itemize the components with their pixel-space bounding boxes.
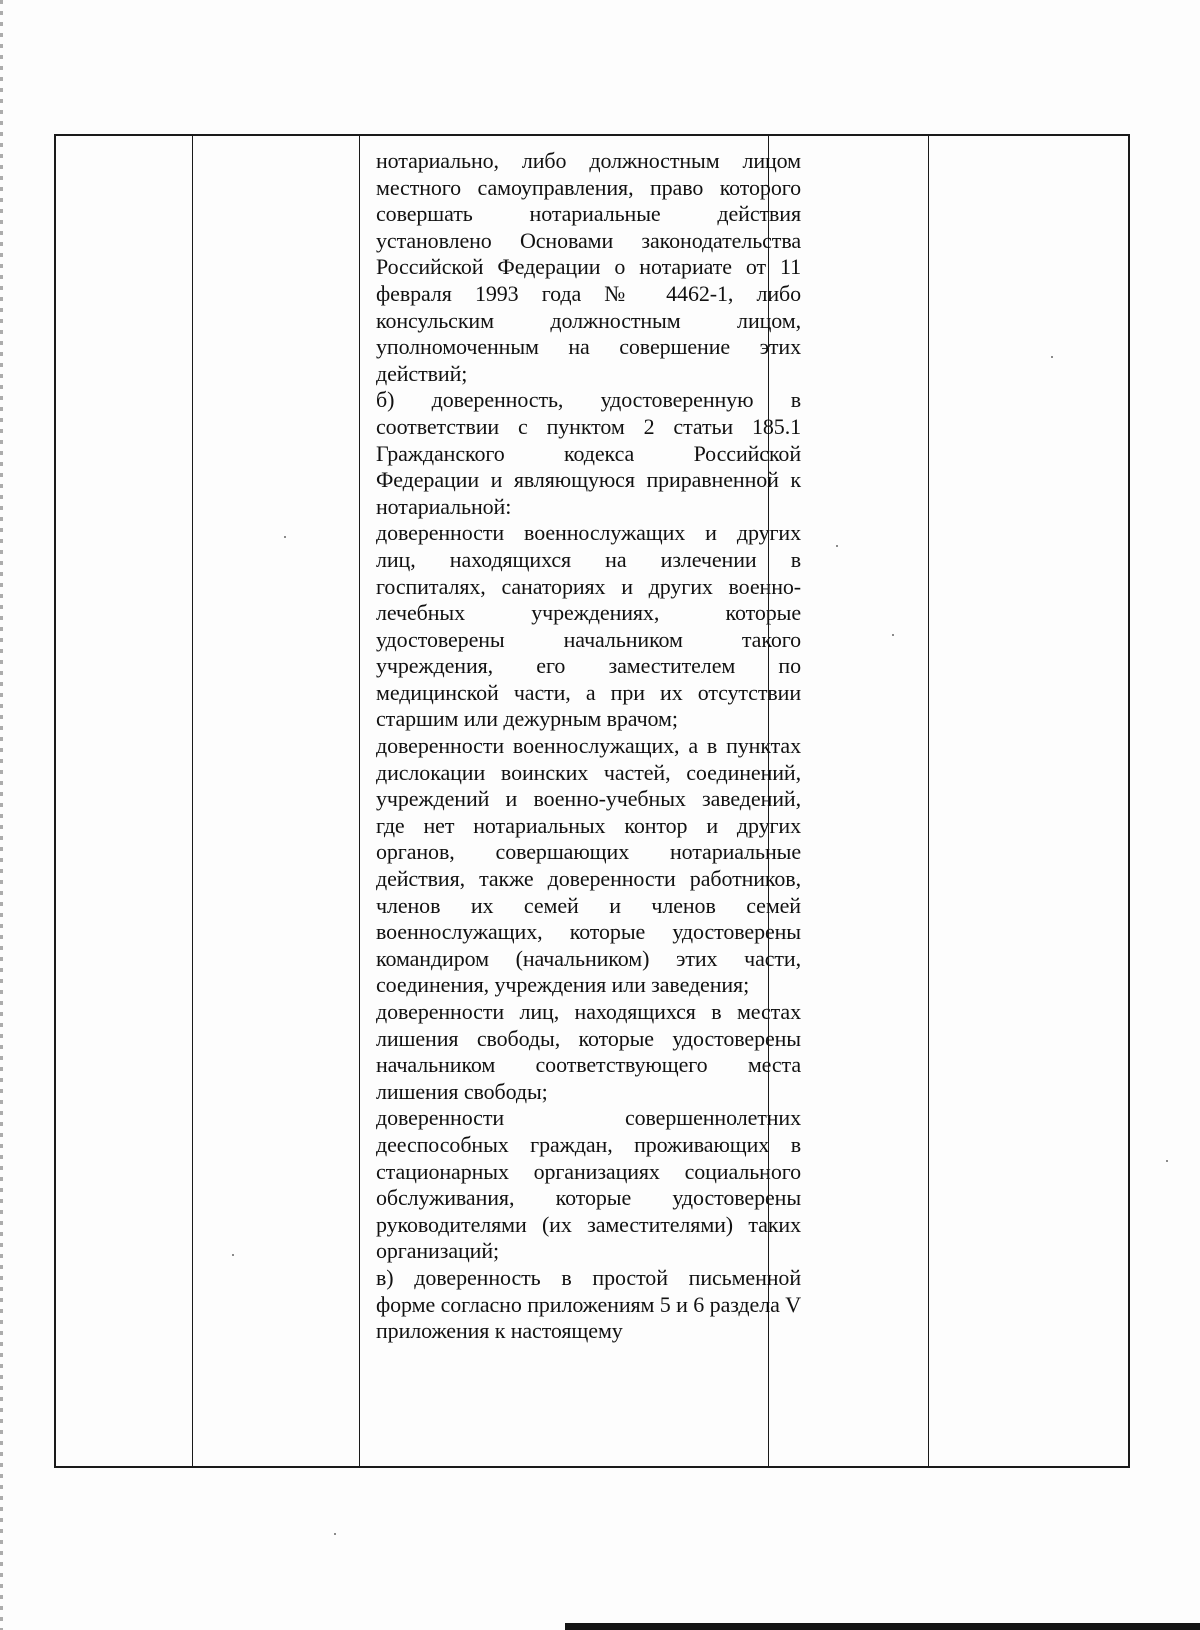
scan-speck (892, 634, 894, 636)
scan-edge-left (0, 0, 3, 1630)
paragraph-military-units: доверенности военнослужащих, а в пунктах дислокации воинских частей, соединений, учреждений и военно-учебных заведений, где нет нотариальных контор и других органов, совершающих нотариальные действия, также доверенности работников, членов их семей и членов семей военнослужащих, которые удостоверены командиром (начальником) этих части, соединения, учреждения или заведения; (376, 733, 801, 998)
column-divider-4 (928, 136, 929, 1466)
scan-edge-bottom (565, 1623, 1200, 1630)
scan-speck (284, 536, 286, 538)
paragraph-item-b: б) доверенность, удостоверенную в соответствии с пунктом 2 статьи 185.1 Гражданского кодекса Российской Федерации и являющуюся приравненной к нотариальной: (376, 387, 801, 519)
document-table (54, 134, 1130, 1468)
paragraph-military-hospital: доверенности военнослужащих и других лиц, находящихся на излечении в госпиталях, санаториях и других военно-лечебных учреждениях, которые удостоверены начальником такого учреждения, его заместителем по медицинской части, а при их отсутствии старшим или дежурным врачом; (376, 520, 801, 732)
scan-speck (1166, 1160, 1168, 1162)
table-cell-description (376, 148, 801, 1345)
paragraph-item-v: в) доверенность в простой письменной форме согласно приложениям 5 и 6 раздела V приложения к настоящему (376, 1264, 801, 1344)
paragraph-notarial: нотариально, либо должностным лицом местного самоуправления, право которого совершать нотариальные действия установлено Основами законодательства Российской Федерации о нотариате от 11 февраля 1993 года № 4462-1, либо консульским должностным лицом, уполномоченным на совершение этих действий; (376, 148, 801, 386)
paragraph-places-of-detention: доверенности лиц, находящихся в местах лишения свободы, которые удостоверены начальником соответствующего места лишения свободы; (376, 999, 801, 1104)
scan-speck (334, 1533, 336, 1535)
column-divider-1 (192, 136, 193, 1466)
paragraph-social-service: доверенности совершеннолетних дееспособных граждан, проживающих в стационарных организациях социального обслуживания, которые удостоверены руководителями (их заместителями) таких организаций; (376, 1105, 801, 1264)
scan-speck (1051, 356, 1053, 358)
scan-speck (232, 1254, 234, 1256)
scan-speck (836, 545, 838, 547)
column-divider-2 (359, 136, 360, 1466)
